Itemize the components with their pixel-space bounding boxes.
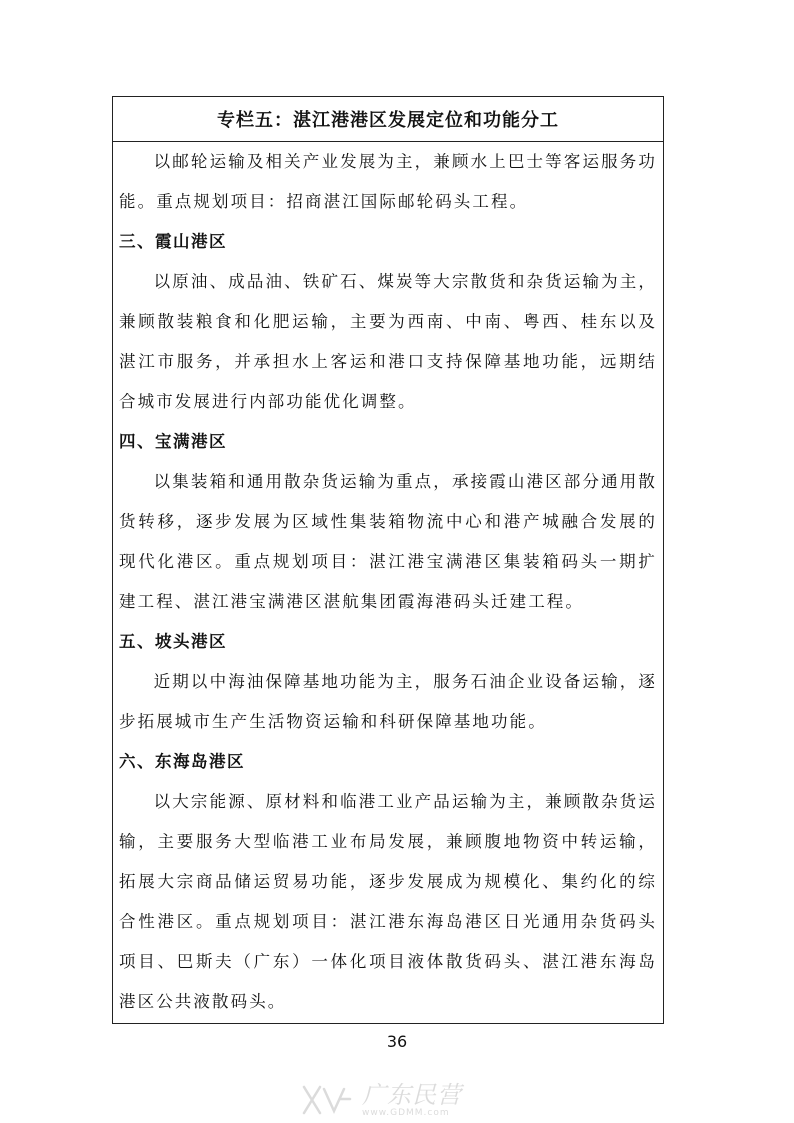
watermark-url: www.GDMM.com <box>362 1107 450 1118</box>
section-heading-baoman: 四、宝满港区 <box>119 432 227 451</box>
page-number: 36 <box>386 1032 408 1051</box>
section-paragraph-potou: 近期以中海油保障基地功能为主，服务石油企业设备运输，逐步拓展城市生产生活物资运输和科研保障基地功能。 <box>119 672 657 731</box>
section-paragraph-cruise: 以邮轮运输及相关产业发展为主，兼顾水上巴士等客运服务功能。重点规划项目：招商湛江国际邮轮码头工程。 <box>119 152 657 211</box>
watermark-text <box>362 1080 462 1118</box>
section-heading-potou: 五、坡头港区 <box>119 632 227 651</box>
section-paragraph-donghaidao: 以大宗能源、原材料和临港工业产品运输为主，兼顾散杂货运输，主要服务大型临港工业布局发展，兼顾腹地物资中转运输，拓展大宗商品储运贸易功能，逐步发展成为规模化、集约化的综合性港区。重点规划项目：湛江港东海岛港区日光通用杂货码头项目、巴斯夫（广东）一体化项目液体散货码头、湛江港东海岛港区公共液散码头。 <box>119 792 657 1011</box>
section-paragraph-xiashan: 以原油、成品油、铁矿石、煤炭等大宗散货和杂货运输为主，兼顾散装粮食和化肥运输，主要为西南、中南、粤西、桂东以及湛江市服务，并承担水上客运和港口支持保障基地功能，远期结合城市发展进行内部功能优化调整。 <box>119 272 657 411</box>
section-heading-xiashan: 三、霞山港区 <box>119 232 227 251</box>
section-paragraph-baoman: 以集装箱和通用散杂货运输为重点，承接霞山港区部分通用散货转移，逐步发展为区域性集装箱物流中心和港产城融合发展的现代化港区。重点规划项目：湛江港宝满港区集装箱码头一期扩建工程、湛江港宝满港区湛航集团霞海港码头迁建工程。 <box>119 472 657 611</box>
section-heading-donghaidao: 六、东海岛港区 <box>119 752 245 771</box>
column-content <box>113 142 663 1022</box>
watermark-logo <box>300 1080 510 1120</box>
column-title: 专栏五：湛江港港区发展定位和功能分工 <box>113 97 663 142</box>
column-box <box>112 96 664 1024</box>
watermark-cn: 广东民营 <box>362 1080 462 1109</box>
watermark-mark-icon <box>300 1083 352 1117</box>
